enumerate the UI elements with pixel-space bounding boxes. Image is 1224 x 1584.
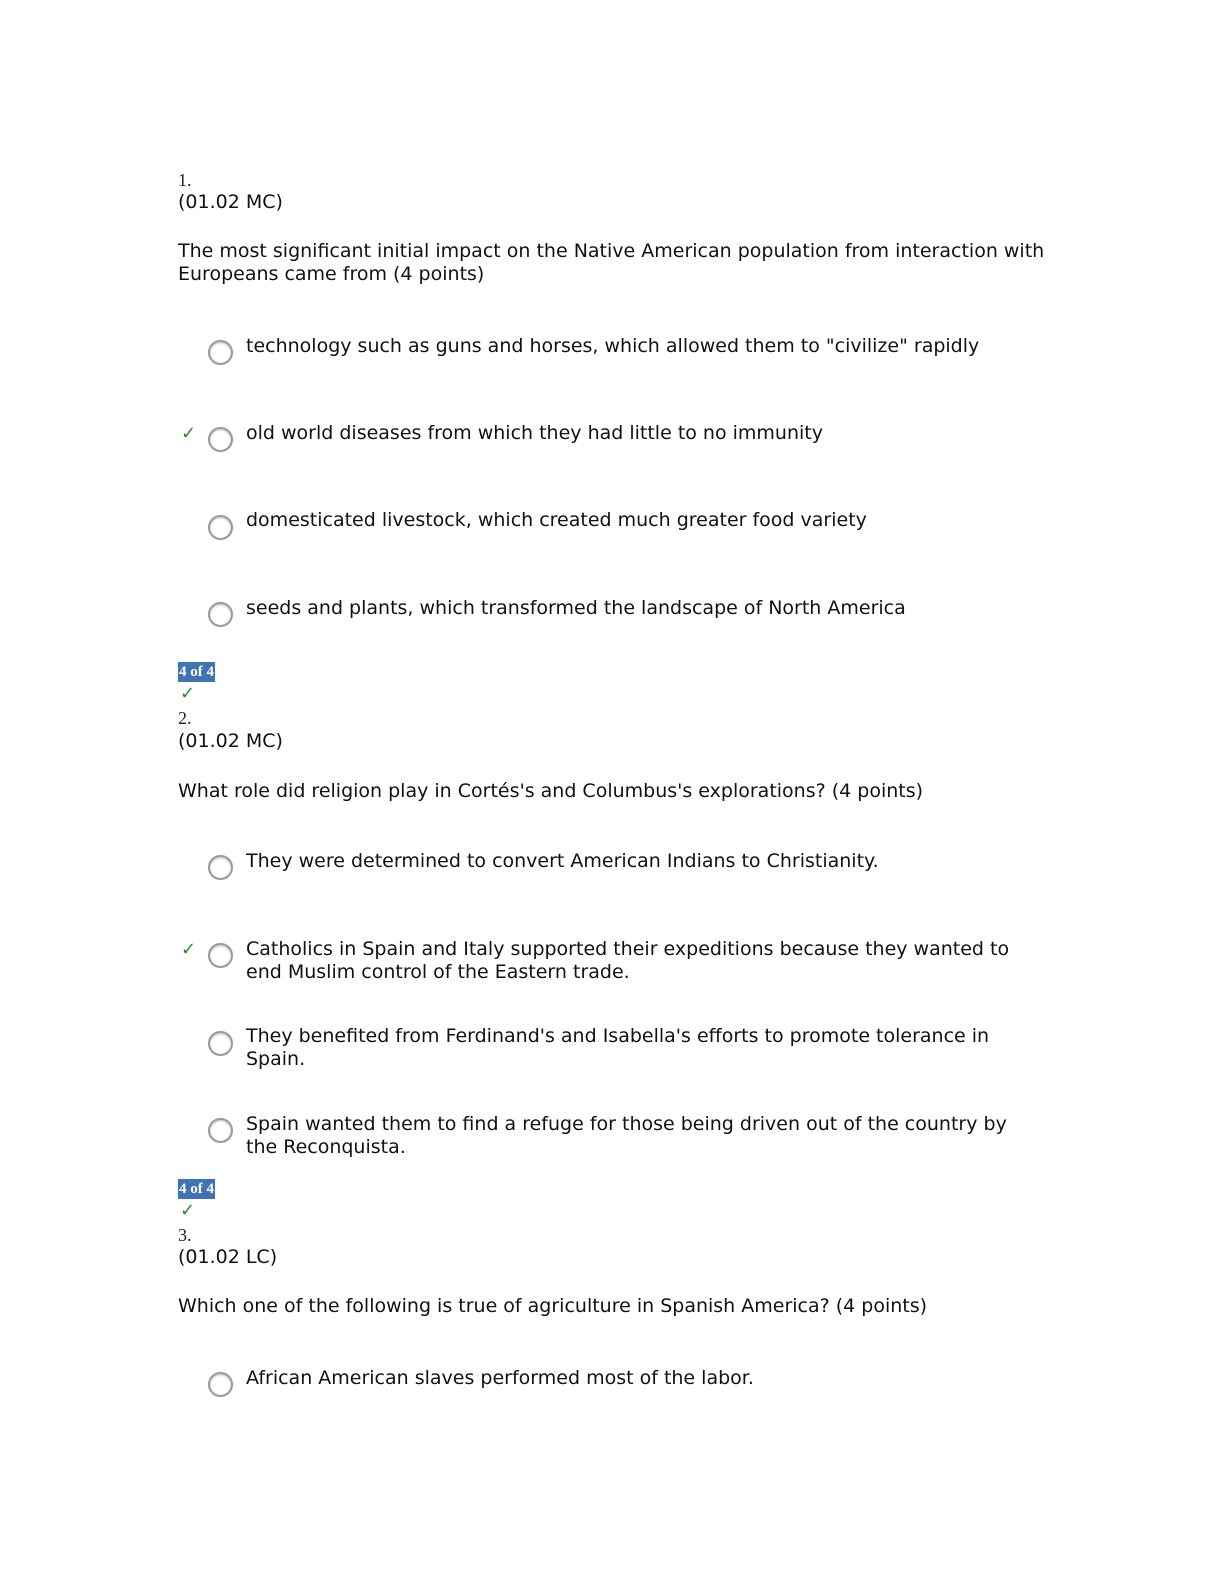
- question-2-option-b-radio[interactable]: [208, 943, 233, 968]
- question-3-option-a-text[interactable]: African American slaves performed most of the labor.: [246, 1367, 754, 1389]
- question-2-score-check-icon: ✓: [180, 1200, 196, 1221]
- question-1-score-badge: 4 of 4: [179, 664, 214, 680]
- question-1-option-a-text[interactable]: technology such as guns and horses, which allowed them to "civilize" rapidly: [246, 335, 980, 357]
- question-1-option-b-correct-check-icon: ✓: [181, 423, 197, 444]
- question-1-option-b-text[interactable]: old world diseases from which they had little to no immunity: [246, 422, 823, 444]
- question-3-option-a-radio[interactable]: [208, 1372, 233, 1397]
- question-1-option-d-text[interactable]: seeds and plants, which transformed the landscape of North America: [246, 597, 906, 619]
- question-1-number: 1.: [178, 170, 192, 190]
- question-3-prompt: Which one of the following is true of agriculture in Spanish America? (4 points): [178, 1295, 928, 1317]
- question-1-prompt: The most significant initial impact on the Native American population from interaction with Europeans came from (4 points): [178, 240, 1045, 285]
- question-3-number: 3.: [178, 1225, 192, 1245]
- question-1-code: (01.02 MC): [178, 191, 283, 213]
- question-2-option-a-text[interactable]: They were determined to convert American Indians to Christianity.: [246, 850, 879, 872]
- question-2-option-b-text[interactable]: Catholics in Spain and Italy supported their expeditions because they wanted to end Muslim control of the Eastern trade.: [246, 938, 1010, 983]
- question-2-option-d-text[interactable]: Spain wanted them to find a refuge for those being driven out of the country by the Reconquista.: [246, 1113, 1007, 1158]
- question-2-score-badge: 4 of 4: [179, 1181, 214, 1197]
- question-2-code: (01.02 MC): [178, 730, 283, 752]
- question-2-number: 2.: [178, 708, 192, 728]
- question-2-option-c-text[interactable]: They benefited from Ferdinand's and Isabella's efforts to promote tolerance in Spain.: [246, 1025, 990, 1070]
- question-2-option-a-radio[interactable]: [208, 855, 233, 880]
- question-2-prompt: What role did religion play in Cortés's and Columbus's explorations? (4 points): [178, 780, 924, 802]
- question-1-option-c-text[interactable]: domesticated livestock, which created much greater food variety: [246, 509, 867, 531]
- question-2-option-d-radio[interactable]: [208, 1118, 233, 1143]
- question-1-option-b-radio[interactable]: [208, 427, 233, 452]
- question-1-option-c-radio[interactable]: [208, 515, 233, 540]
- question-2-option-b-correct-check-icon: ✓: [181, 939, 197, 960]
- question-3-code: (01.02 LC): [178, 1246, 278, 1268]
- question-2-option-c-radio[interactable]: [208, 1031, 233, 1056]
- question-1-option-a-radio[interactable]: [208, 340, 233, 365]
- question-1-option-d-radio[interactable]: [208, 602, 233, 627]
- question-1-score-check-icon: ✓: [180, 683, 196, 704]
